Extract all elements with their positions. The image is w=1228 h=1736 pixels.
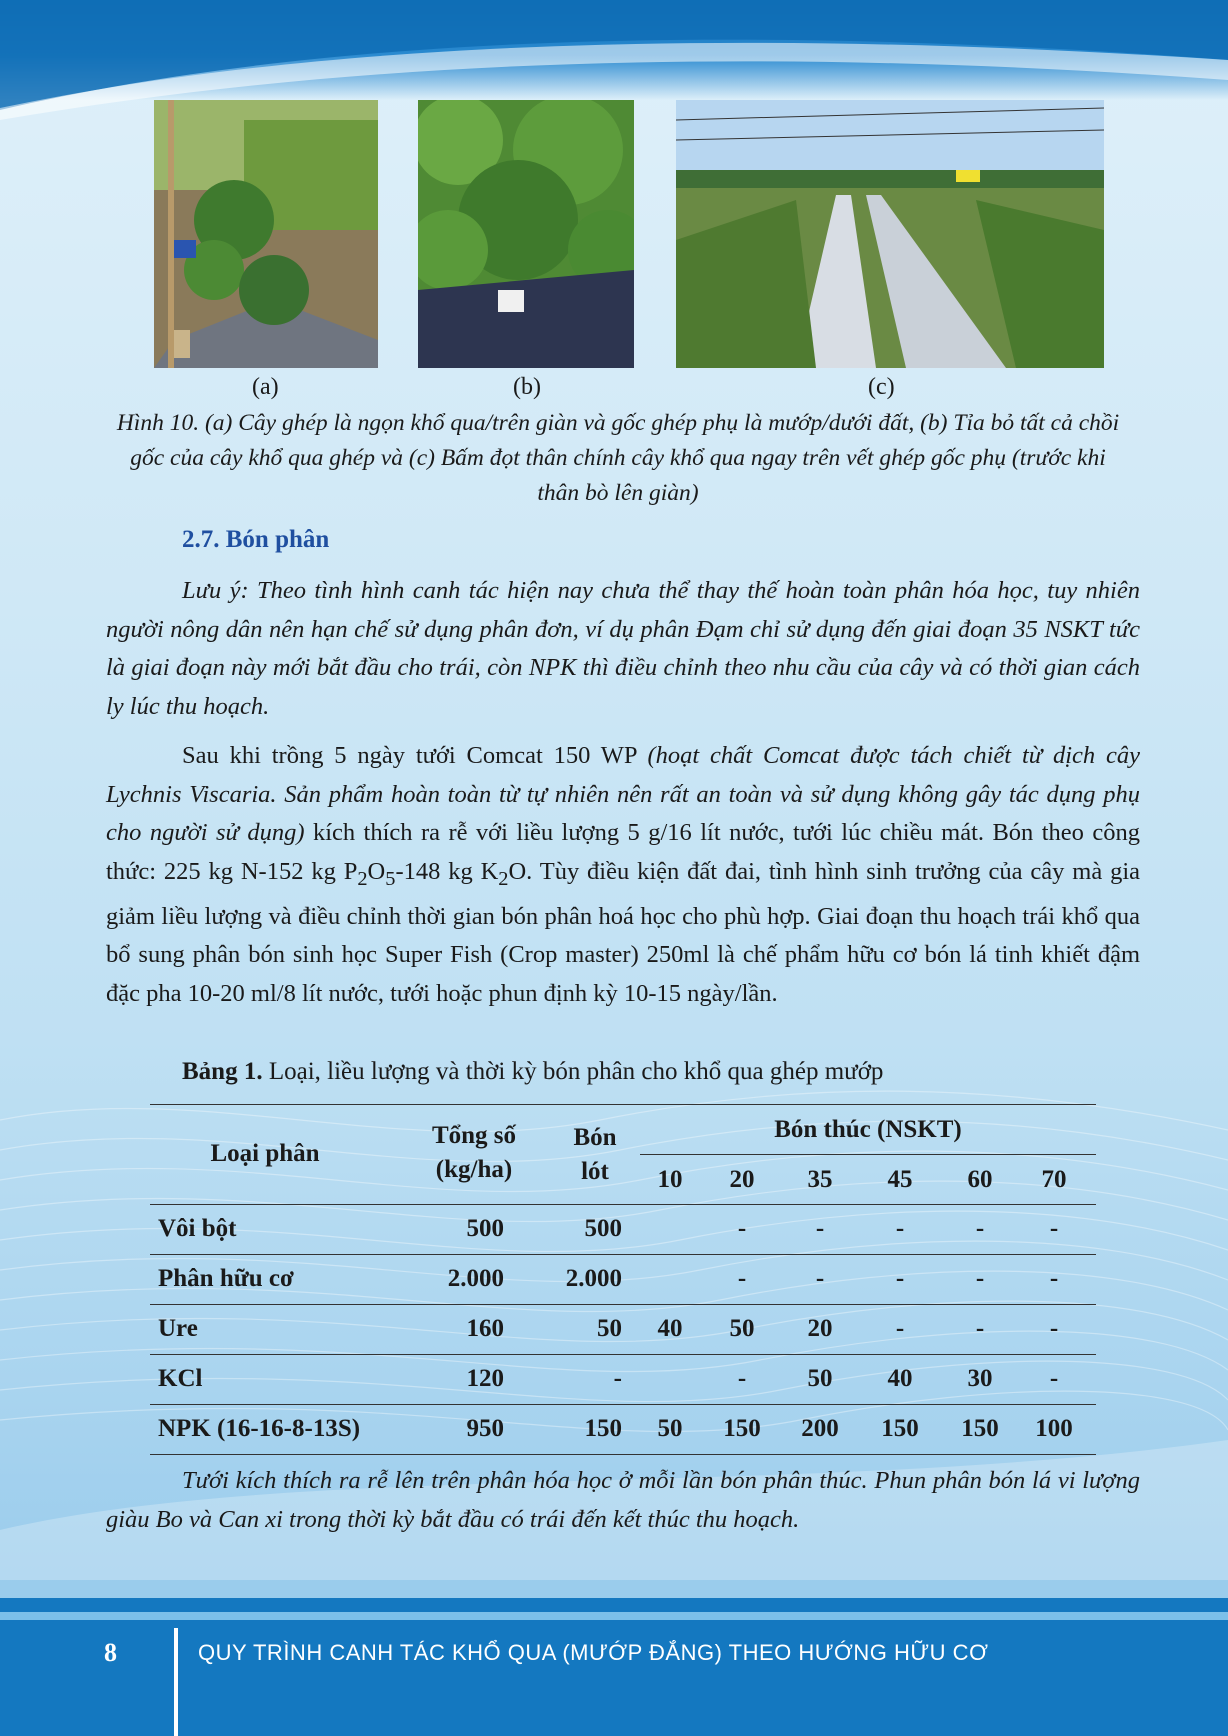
header-total-line1: Tổng số bbox=[431, 1122, 517, 1149]
table-rule bbox=[150, 1304, 1096, 1305]
row-day: 100 bbox=[1035, 1415, 1073, 1442]
figure-caption: Hình 10. (a) Cây ghép là ngọn khổ qua/trên giàn và gốc ghép phụ là mướp/dưới đất, (b) Tỉa bỏ tất cả chồi gốc của cây khổ qua ghép và (c) Bấm đọt thân chính cây khổ qua ngay trên vết ghép gốc phụ (trước khi thân bò lên giàn) bbox=[116, 410, 1120, 506]
row-name: NPK (16-16-8-13S) bbox=[158, 1415, 361, 1442]
row-day: - bbox=[975, 1215, 985, 1242]
row-name: Vôi bột bbox=[158, 1215, 237, 1242]
table-rule bbox=[640, 1154, 1096, 1155]
page-number: 8 bbox=[104, 1638, 117, 1667]
row-day: 20 bbox=[807, 1315, 833, 1342]
row-day: 30 bbox=[967, 1365, 993, 1392]
day-header: 45 bbox=[887, 1166, 913, 1193]
subscript: 5 bbox=[385, 867, 396, 890]
row-day: - bbox=[1049, 1365, 1059, 1392]
table-title-text: Loại, liều lượng và thời kỳ bón phân cho khổ qua ghép mướp bbox=[262, 1058, 884, 1085]
day-header: 10 bbox=[657, 1166, 683, 1193]
para2-text-2: kích thích ra rễ với liều lượng 5 g/16 lít nước, tưới lúc chiều mát. Bón theo công thức: 225 kg N-152 kg P bbox=[106, 819, 1140, 885]
footer-divider bbox=[174, 1628, 178, 1736]
row-total: 950 bbox=[466, 1415, 504, 1442]
photo-a bbox=[154, 100, 378, 368]
row-name: Phân hữu cơ bbox=[158, 1265, 294, 1292]
row-base: 500 bbox=[584, 1215, 622, 1242]
row-day: - bbox=[895, 1315, 905, 1342]
row-day: 40 bbox=[657, 1315, 683, 1342]
row-day: 50 bbox=[657, 1415, 683, 1442]
row-day: - bbox=[815, 1265, 825, 1292]
para2-text-4: -148 kg K bbox=[395, 857, 499, 885]
row-day: 150 bbox=[723, 1415, 761, 1442]
row-name: Ure bbox=[158, 1315, 198, 1342]
row-day: 40 bbox=[887, 1365, 913, 1392]
photo-label-c: (c) bbox=[868, 374, 895, 400]
row-total: 2.000 bbox=[447, 1265, 504, 1292]
row-day: - bbox=[975, 1265, 985, 1292]
para2-text-5: O. Tùy điều kiện đất đai, tình hình sinh trưởng của cây mà gia giảm liều lượng và điều chỉnh thời gian bón phân hoá học cho phù hợp. Giai đoạn thu hoạch trái khổ qua bổ sung phân bón sinh học Super Fish (Crop master) 250ml là chế phẩm hữu cơ bón lá tinh khiết đậm đặc pha 10-20 ml/8 lít nước, tưới hoặc phun định kỳ 10-15 ngày/lần. bbox=[106, 857, 1140, 1007]
header-total-line2: (kg/ha) bbox=[435, 1156, 513, 1183]
table-rule bbox=[150, 1204, 1096, 1205]
footer-stripe bbox=[0, 1612, 1228, 1620]
day-header: 70 bbox=[1041, 1166, 1067, 1193]
row-day: - bbox=[737, 1365, 747, 1392]
row-day: - bbox=[1049, 1315, 1059, 1342]
photo-c bbox=[676, 100, 1104, 368]
table-rule bbox=[150, 1454, 1096, 1455]
row-day: 200 bbox=[801, 1415, 839, 1442]
row-day: 150 bbox=[961, 1415, 999, 1442]
header-type: Loại phân bbox=[210, 1140, 320, 1167]
subscript: 2 bbox=[357, 867, 368, 890]
closing-paragraph: Tưới kích thích ra rễ lên trên phân hóa học ở mỗi lần bón phân thúc. Phun phân bón lá vi lượng giàu Bo và Can xi trong thời kỳ bắt đầu có trái đến kết thúc thu hoạch. bbox=[106, 1467, 1140, 1533]
row-day: - bbox=[737, 1215, 747, 1242]
note-paragraph: Lưu ý: Theo tình hình canh tác hiện nay chưa thể thay thế hoàn toàn phân hóa học, tuy nhiên người nông dân nên hạn chế sử dụng phân đơn, ví dụ phân Đạm chỉ sử dụng đến giai đoạn 35 NSKT tức là giai đoạn này mới bắt đầu cho trái, còn NPK thì điều chỉnh theo nhu cầu của cây và có thời gian cách ly lúc thu hoạch. bbox=[106, 577, 1140, 720]
day-header: 20 bbox=[729, 1166, 755, 1193]
day-header: 60 bbox=[967, 1166, 993, 1193]
section-heading: 2.7. Bón phân bbox=[182, 526, 330, 553]
row-total: 500 bbox=[466, 1215, 504, 1242]
footer-title: QUY TRÌNH CANH TÁC KHỔ QUA (MƯỚP ĐẮNG) THEO HƯỚNG HỮU CƠ bbox=[198, 1640, 989, 1665]
row-base: 50 bbox=[597, 1315, 622, 1342]
header-topdress: Bón thúc (NSKT) bbox=[774, 1116, 962, 1143]
photo-label-a: (a) bbox=[252, 374, 279, 400]
fertilizer-paragraph bbox=[106, 737, 1140, 1013]
para2-italic: (hoạt chất Comcat được tách chiết từ dịch cây Lychnis Viscaria. Sản phẩm hoàn toàn từ tự nhiên nên rất an toàn và sử dụng không gây tác dụng phụ cho người sử dụng) bbox=[106, 742, 1140, 846]
para2-text-3: O bbox=[367, 857, 386, 885]
row-day: - bbox=[815, 1215, 825, 1242]
table-title-label: Bảng 1. bbox=[182, 1058, 263, 1085]
row-name: KCl bbox=[158, 1365, 203, 1392]
day-header: 35 bbox=[807, 1166, 833, 1193]
table-rule bbox=[150, 1354, 1096, 1355]
row-day: 50 bbox=[729, 1315, 755, 1342]
table-rule bbox=[150, 1254, 1096, 1255]
row-day: 150 bbox=[881, 1415, 919, 1442]
table-title bbox=[182, 1058, 883, 1086]
subscript: 2 bbox=[498, 867, 509, 890]
photo-b bbox=[418, 100, 634, 368]
row-day: 50 bbox=[807, 1365, 833, 1392]
row-day: - bbox=[1049, 1215, 1059, 1242]
table-rule bbox=[150, 1104, 1096, 1105]
row-day: - bbox=[895, 1265, 905, 1292]
para2-text-1: Sau khi trồng 5 ngày tưới Comcat 150 WP bbox=[182, 742, 648, 769]
row-base: 2.000 bbox=[565, 1265, 622, 1292]
row-total: 160 bbox=[466, 1315, 504, 1342]
row-day: - bbox=[975, 1315, 985, 1342]
table-rule bbox=[150, 1404, 1096, 1405]
photo-label-b: (b) bbox=[513, 374, 541, 400]
row-base: - bbox=[613, 1365, 622, 1392]
row-base: 150 bbox=[584, 1415, 622, 1442]
row-day: - bbox=[895, 1215, 905, 1242]
row-total: 120 bbox=[466, 1365, 504, 1392]
row-day: - bbox=[737, 1265, 747, 1292]
header-base-line1: Bón bbox=[573, 1124, 617, 1151]
row-day: - bbox=[1049, 1265, 1059, 1292]
header-base-line2: lót bbox=[581, 1158, 609, 1185]
